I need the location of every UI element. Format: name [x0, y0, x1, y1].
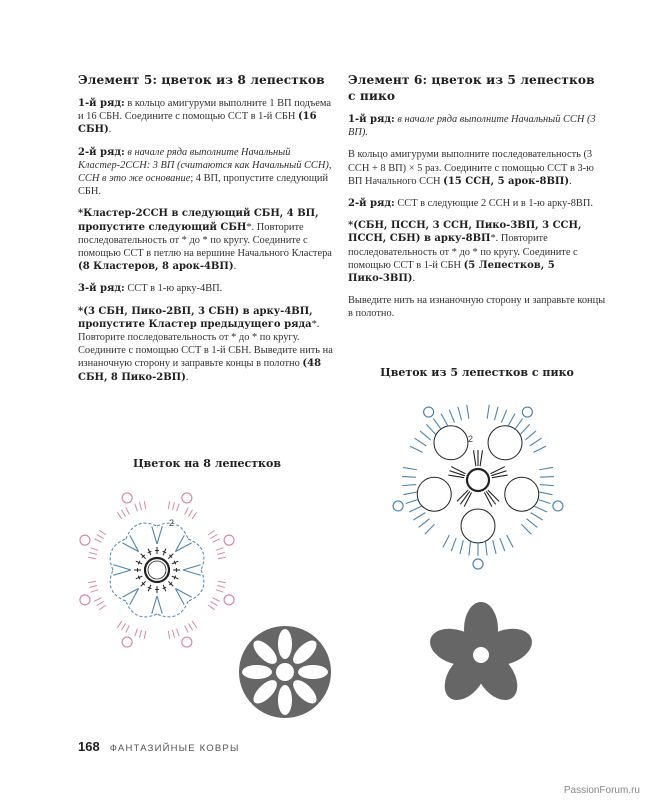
petal-stitch: [507, 535, 513, 547]
picot: [122, 637, 132, 647]
section-name: ФАНТАЗИЙНЫЕ КОВРЫ: [109, 743, 240, 754]
petal-stitch: [494, 407, 498, 420]
chain-loop: [461, 509, 495, 543]
sc-stitch-outer: [168, 631, 169, 639]
petal-stitch: [526, 519, 537, 528]
petal-stitch: [514, 419, 522, 430]
sc-cross: [163, 587, 167, 588]
sc-stitch-outer: [218, 557, 226, 558]
sc-stitch-outer: [192, 512, 197, 519]
sc-stitch-outer: [185, 507, 189, 514]
petal-stitch: [540, 485, 554, 486]
sc-stitch-outer: [89, 586, 97, 588]
petal-stitch: [530, 438, 542, 446]
dc-stitch: [451, 467, 465, 474]
sc-stitch-outer: [89, 552, 97, 554]
sc-cross: [174, 576, 175, 580]
sc-stitch-outer: [121, 510, 125, 517]
element5-repeat1: *Кластер-2ССН в следующий СБН, 4 ВП, пропустите следующий СБН*. Повторите последовательность от * до * по кругу. Соедините с помощью ССТ в петлю на вершине Начального Кластера (8 Кластеров, 8 арок-4ВП).: [78, 208, 332, 273]
element6-row2: 2-й ряд: ССТ в следующие 2 ССН и в 1-ю арку-8ВП.: [348, 198, 593, 210]
petal-stitch: [403, 467, 417, 469]
element6-row1-cont: В кольцо амигуруми выполните последовательность (3 ССН + 8 ВП) × 5 раз. Соедините с помощью ССТ в 3-ю ВП Начального ССН (15 ССН, 5 арок-8ВП).: [348, 149, 594, 187]
petal-stitch: [539, 492, 553, 495]
row-label: 2-й ряд:: [78, 146, 125, 158]
petal-stitch: [520, 424, 530, 434]
sc-stitch-outer: [91, 590, 99, 593]
sc-stitch-outer: [173, 502, 175, 510]
sc-stitch-outer: [126, 507, 130, 514]
sc-stitch-outer: [210, 601, 217, 605]
petal-stitch: [525, 431, 536, 440]
sc-stitch-outer: [94, 539, 101, 543]
dc-stitch: [448, 475, 464, 478]
picot: [80, 535, 90, 545]
cluster-stitch: [113, 565, 131, 570]
sc-cross: [148, 551, 152, 552]
silhouette-petal-gap: [242, 665, 272, 679]
magic-ring-inner: [148, 561, 166, 579]
chain-loop: [417, 477, 451, 511]
magic-ring: [145, 558, 169, 582]
element5-row2: 2-й ряд: в начале ряда выполните Начальный Кластер-2ССН: 3 ВП (считаются как Начальный ССН), ССН в это же основание; 4 ВП, пропустите следующий СБН.: [78, 146, 332, 198]
watermark: PassionForum.ru: [563, 785, 640, 796]
petal-stitch: [426, 424, 436, 434]
picot: [80, 595, 90, 605]
picot: [182, 637, 192, 647]
sc-cross: [148, 587, 152, 588]
silhouette-5-group: [425, 602, 536, 708]
petal-stitch: [521, 524, 531, 534]
diagram-5-group: [393, 405, 563, 569]
dc-stitch: [491, 467, 505, 474]
crochet-diagram-5-petals: [378, 390, 578, 585]
sc-stitch-outer: [216, 590, 224, 593]
petal-stitch: [406, 499, 419, 503]
magic-ring: [467, 469, 489, 491]
sc-stitch-outer: [210, 534, 217, 538]
sc-stitch-outer: [177, 504, 180, 512]
petal-stitch: [419, 519, 430, 528]
cluster-stitch: [113, 570, 131, 575]
cluster-stitch: [152, 596, 157, 614]
right-column: [348, 72, 606, 330]
petal-stitch: [508, 414, 515, 426]
element5-title: Элемент 5: цветок из 8 лепестков: [78, 73, 325, 87]
petal-stitch: [533, 446, 546, 452]
sc-stitch-outer: [217, 586, 225, 588]
picot: [182, 493, 192, 503]
row-label: 2-й ряд:: [348, 198, 395, 210]
petal-stitch: [409, 506, 422, 512]
row-label: 1-й ряд:: [78, 98, 125, 109]
sc-stitch-outer: [97, 601, 104, 605]
petal-stitch: [425, 524, 435, 534]
diagram-8-group: [80, 493, 234, 647]
row-label: 3-й ряд:: [78, 283, 125, 295]
cluster-stitch: [152, 526, 157, 544]
element6-finish: Выведите нить на изнаночную сторону и заправьте концы в полотно.: [348, 295, 606, 320]
petal-stitch: [413, 513, 425, 520]
sc-stitch-outer: [212, 598, 219, 602]
sc-stitch-outer: [212, 539, 219, 543]
sc-stitch-outer: [117, 621, 122, 628]
petal-stitch: [415, 438, 427, 446]
element6-row1: 1-й ряд: в начале ряда выполните Начальный ССН (3 ВП).: [348, 114, 596, 139]
dc-stitch: [492, 475, 508, 478]
sc-stitch-outer: [144, 501, 145, 509]
dc-stitch: [491, 471, 506, 476]
sc-stitch-outer: [117, 512, 122, 519]
diagram-5-row-label: 2: [468, 434, 474, 444]
petal-stitch: [402, 477, 416, 478]
cluster-stitch: [183, 565, 201, 570]
page-footer: [78, 738, 240, 756]
cluster-stitch: [157, 526, 162, 544]
petal-stitch: [487, 405, 489, 419]
silhouette-8-group: [239, 626, 331, 718]
dc-stitch: [480, 450, 482, 466]
silhouette-petal-gap: [298, 665, 328, 679]
chain-loop: [434, 426, 468, 460]
sc-stitch-outer: [99, 605, 106, 610]
petal-stitch: [410, 446, 423, 452]
figure-caption-5-petals: Цветок из 5 лепестков с пико: [380, 366, 574, 379]
cluster-stitch: [183, 570, 201, 575]
silhouette-center: [473, 647, 489, 663]
petal-stitch: [500, 538, 505, 551]
petal-stitch: [458, 407, 462, 420]
sc-stitch-outer: [99, 530, 106, 535]
sc-stitch-outer: [97, 534, 104, 538]
silhouette-center: [276, 663, 294, 681]
picot: [224, 595, 234, 605]
sc-stitch-outer: [177, 629, 180, 637]
diagram-8-row-label: 2: [169, 518, 175, 528]
sc-stitch-outer: [144, 631, 145, 639]
flower-8-petals-silhouette: [230, 617, 340, 727]
petal-stitch: [460, 540, 463, 554]
petal-stitch: [469, 542, 471, 556]
left-column: [78, 72, 336, 393]
picot: [393, 501, 403, 511]
sc-stitch-outer: [192, 621, 197, 628]
petal-stitch: [501, 410, 506, 423]
petal-stitch: [534, 506, 547, 512]
element6-repeat1: *(СБН, ПССН, 3 ССН, Пико-3ВП, 3 ССН, ПССН, СБН) в арку-8ВП*. Повторите последовательность от * до * по кругу. Соедините с помощью ССТ в 1-й СБН (5 Лепестков, 5 Пико-3ВП).: [348, 220, 582, 285]
figure-caption-8-petals: Цветок на 8 лепестков: [133, 457, 281, 470]
petal-stitch: [537, 499, 550, 503]
petal-stitch: [420, 431, 431, 440]
sc-stitch-outer: [217, 552, 225, 554]
sc-stitch-outer: [208, 530, 215, 535]
picot: [122, 493, 132, 503]
element5-row3: 3-й ряд: ССТ в 1-ю арку-4ВП.: [78, 283, 223, 295]
petal-stitch: [467, 405, 469, 419]
element6-title: Элемент 6: цветок из 5 лепестков с пико: [348, 73, 595, 103]
sc-stitch-outer: [168, 501, 169, 509]
petal-stitch: [402, 485, 416, 486]
petal-stitch: [539, 467, 553, 469]
chain-loop: [505, 477, 539, 511]
picot: [224, 535, 234, 545]
sc-stitch-outer: [135, 629, 138, 637]
sc-stitch-outer: [88, 581, 96, 582]
picot: [473, 559, 483, 569]
cluster-stitch: [157, 596, 162, 614]
petal-stitch: [451, 538, 456, 551]
sc-stitch-outer: [135, 504, 138, 512]
petal-stitch: [540, 477, 554, 478]
petal-stitch: [531, 513, 543, 520]
sc-stitch-outer: [216, 548, 224, 551]
picot: [424, 407, 434, 417]
petal-stitch: [433, 419, 441, 430]
picot: [553, 501, 563, 511]
sc-stitch-outer: [188, 623, 192, 630]
petal-stitch: [443, 535, 449, 547]
silhouette-petal-gap: [278, 629, 292, 659]
sc-stitch-outer: [188, 510, 192, 517]
sc-cross: [163, 551, 167, 552]
page-number: 168: [78, 739, 100, 754]
row-label: 1-й ряд:: [348, 114, 395, 125]
sc-cross: [138, 576, 139, 580]
sc-stitch-outer: [139, 502, 141, 510]
flower-5-petals-silhouette: [426, 600, 536, 710]
sc-cross: [174, 561, 175, 565]
petal-stitch: [485, 542, 487, 556]
silhouette-petal-gap: [278, 685, 292, 715]
sc-stitch-outer: [91, 548, 99, 551]
element5-row1: 1-й ряд: в кольцо амигуруми выполните 1 ВП подъема и 16 СБН. Соедините с помощью ССТ в 1-й СБН (16 СБН).: [78, 98, 331, 136]
crochet-diagram-8-petals: [57, 474, 257, 674]
sc-stitch-outer: [94, 598, 101, 602]
dc-stitch: [449, 471, 464, 476]
chain-loop: [488, 426, 522, 460]
dc-stitch: [474, 450, 476, 466]
petal-stitch: [449, 410, 454, 423]
sc-stitch-outer: [88, 557, 96, 558]
sc-stitch-outer: [208, 605, 215, 610]
petal-stitch: [403, 492, 417, 495]
sc-cross: [138, 561, 139, 565]
petal-stitch: [441, 414, 448, 426]
sc-stitch-outer: [218, 581, 226, 582]
sc-stitch-outer: [121, 623, 125, 630]
petal-stitch: [493, 540, 496, 554]
sc-stitch-outer: [139, 630, 141, 638]
sc-stitch-outer: [185, 625, 189, 632]
element5-repeat2: *(3 СБН, Пико-2ВП, 3 СБН) в арку-4ВП, пропустите Кластер предыдущего ряда*. Повторите последовательность от * до * по кругу. Соедините с помощью ССТ в 1-й СБН. Выведите нить на изнаночную сторону и заправьте концы в полотно (48 СБН, 8 Пико-2ВП).: [78, 305, 333, 383]
sc-stitch-outer: [173, 630, 175, 638]
sc-stitch-outer: [126, 625, 130, 632]
picot: [522, 407, 532, 417]
